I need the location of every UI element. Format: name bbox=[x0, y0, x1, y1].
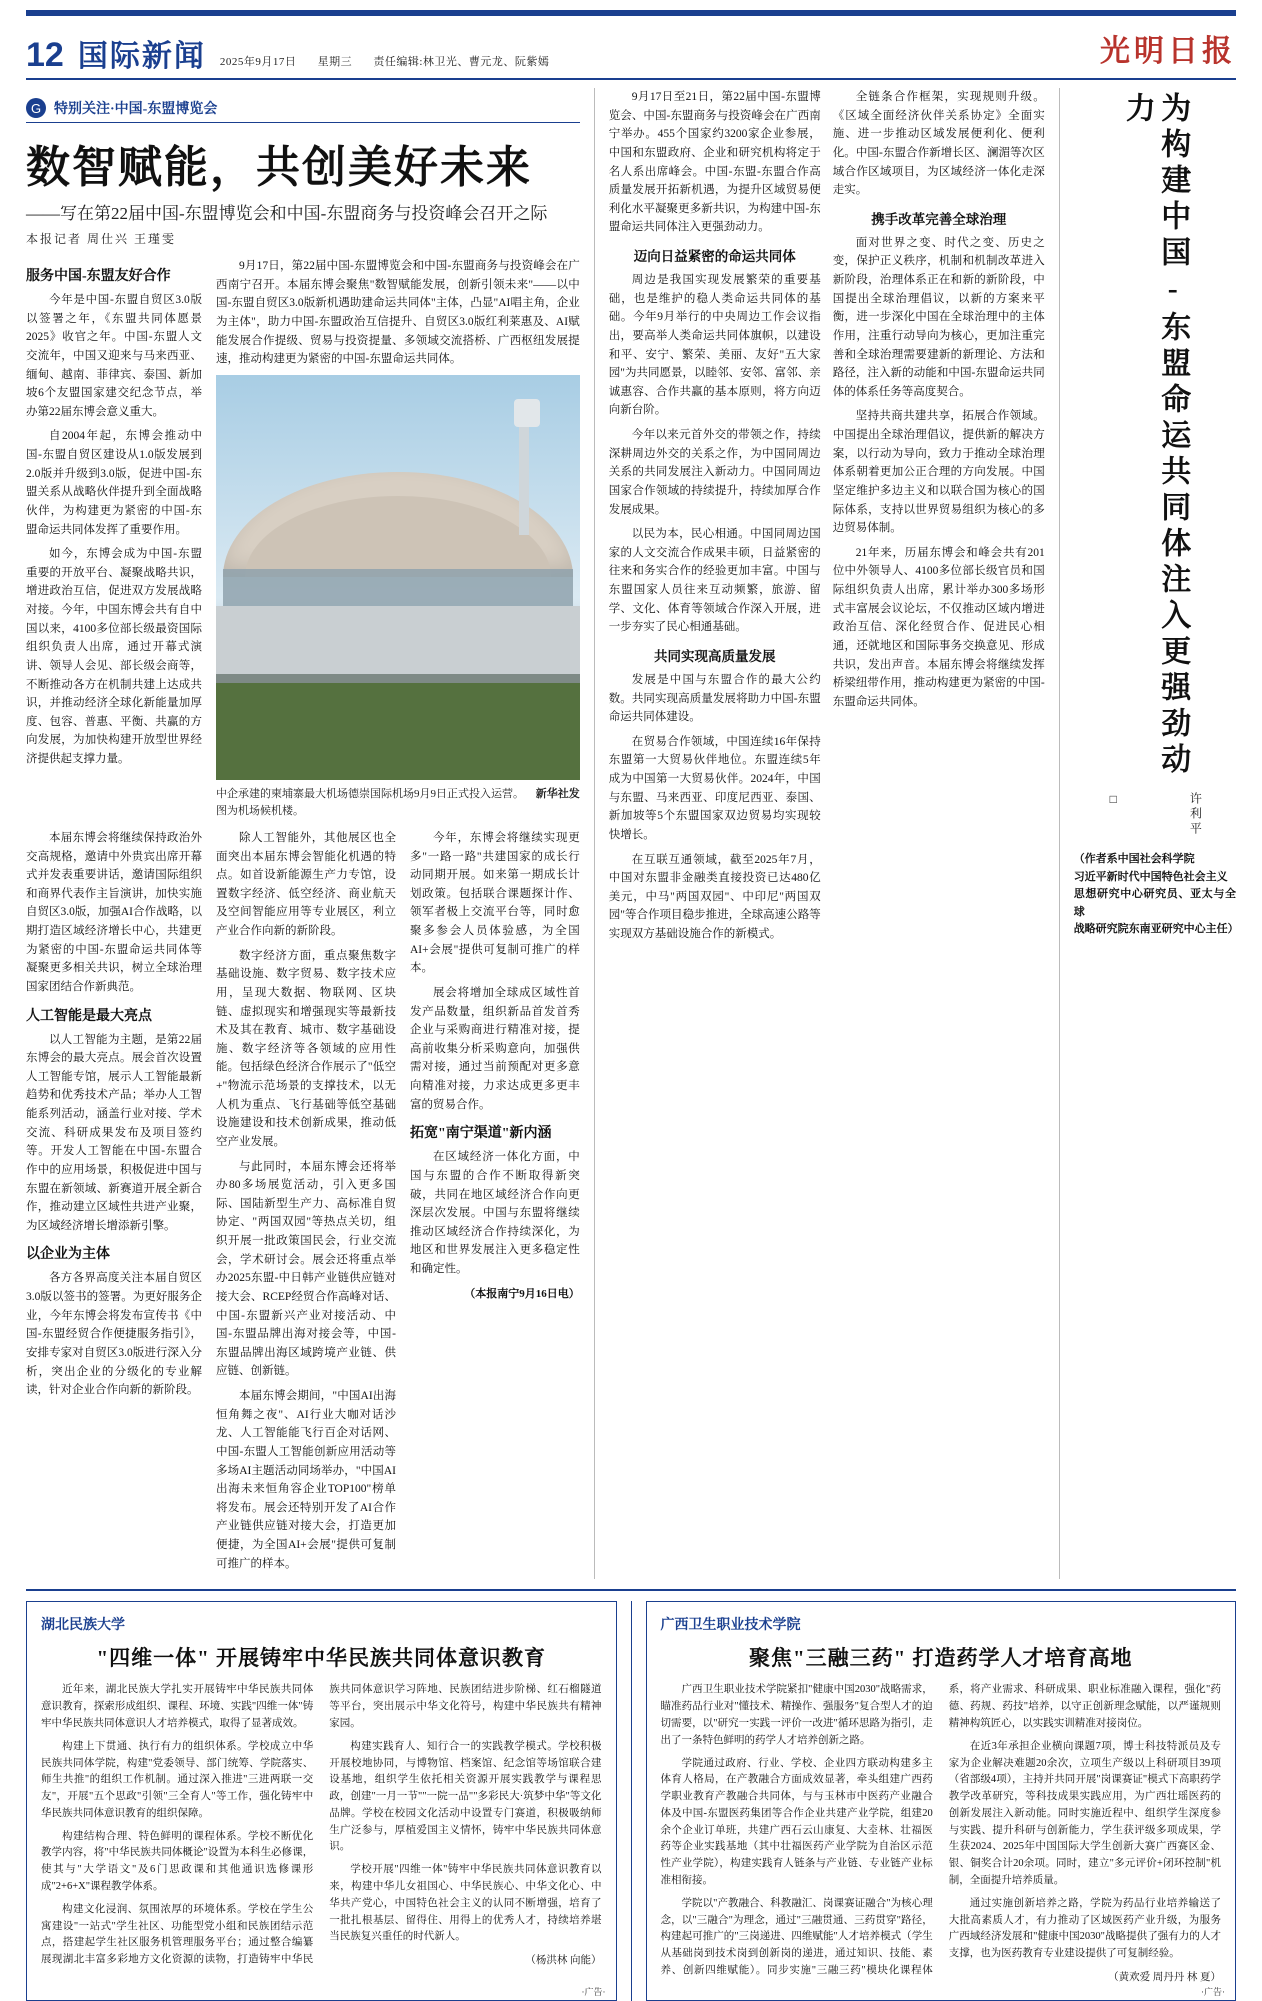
main-article-column bbox=[26, 88, 580, 1579]
subheading-ai: 人工智能是最大亮点 bbox=[26, 1008, 152, 1024]
mid-paragraph: 在互联互通领域，截至2025年7月，中国对东盟非金融类直接投资已达480亿美元，中马"两国双园"、中印尼"两国双园"等合作项目稳步推进，全球高速公路等实现双方基础设施合作的新模式。 bbox=[608, 853, 821, 940]
mid-paragraph: 今年以来元首外交的带领之作，持续深耕周边外交的关系之作，为中国同周边关系的共同发展注入新动力。中国同周边国家合作领域的持续提升，持续加厚合作发展成果。 bbox=[608, 429, 821, 516]
column-divider bbox=[594, 88, 595, 1579]
tag-rule bbox=[26, 122, 580, 123]
commentary-author: 许利平 bbox=[1188, 792, 1203, 837]
author-mark: □ bbox=[1106, 792, 1121, 809]
ad-title: 聚焦"三融三药" 打造药学人才培育高地 bbox=[748, 1646, 1133, 1671]
mid-paragraph: 21年来，历届东博会和峰会共有201位中外领导人、4100多位部长级官员和国际组织负责人出席，累计举办300多场形式丰富展会议论坛，不仅推动区域内增进政治互信、深化经贸合作、促进民心相通，还就地区和国际事务交换意见、形成共识，发出声音。本届东博会将继续发挥桥梁纽带作用，推动构建更为紧密的中国-东盟命运共同体。 bbox=[832, 546, 1045, 708]
mid-paragraph: 以民为本，民心相通。中国同周边国家的人文交流合作成果丰硕，日益紧密的往来和务实合作的经验更加丰富。中国与东盟国家人员往来互动频繁，旅游、留学、文化、体育等领域合作深入开展，进一步夯实了民心相通基础。 bbox=[608, 528, 821, 634]
mid-subheading-1: 迈向日益紧密的命运共同体 bbox=[633, 249, 796, 264]
dateline-note: （本报南宁9月16日电） bbox=[464, 1287, 580, 1300]
author-signature-line: 思想研究中心研究员、亚太与全球 bbox=[1073, 888, 1236, 918]
newspaper-page bbox=[0, 10, 1262, 1998]
ad-paragraph: 学院以"产教融合、科教融汇、岗课赛证融合"为核心理念，以"三融合"为理念，通过"三融贯通、三药贯穿"路径，构建起可推广的"三岗递进、四维赋能"人才培养模式（学生从基础岗到技术岗到创新岗的递进，通过知识、技能、素养、创新四维赋能）。同步实施"三融三药"模块化课程体系，将产业需求、科研成果、职业标准融入课程，强化"药德、药规、药技"培养，以守正创新理念赋能，以严谨规则精神构筑匠心，以实践实训精准对接岗位。 bbox=[660, 1684, 1221, 1977]
ad-signature: （黄欢爱 周丹丹 林 夏） bbox=[1108, 1972, 1221, 1984]
subheading-service: 服务中国-东盟友好合作 bbox=[26, 269, 171, 284]
advertisement-section bbox=[26, 1589, 1236, 2001]
ad-paragraph: 构建文化浸润、氛围浓厚的环境体系。学校在学生公寓建设"一站式"学生社区、功能型党小组和民族团结示范点，搭建起学生社区服务机管理服务平台；通过整合编纂展现湖北丰富多彩地方文化资源的读物，打造铸牢中华民族共同体意识学习阵地、民族团结进步阶梯、红石榴隧道等平台，突出展示中华文化符号，构建中华民族共有精神家园。 bbox=[41, 1684, 602, 1966]
masthead bbox=[26, 16, 1236, 80]
column-tag bbox=[26, 98, 580, 118]
secondary-article-column bbox=[609, 88, 1045, 1579]
photo-source: 新华社发 bbox=[535, 787, 580, 800]
mid-paragraph: 面对世界之变、时代之变、历史之变，保护正义秩序，机制和机制改革进入新阶段，治理体系正在和新的新阶段，中国提出全球治理倡议，以新的方案来平衡，进一步深化中国在全球治理中的主体作用，注重行动导向为核心，更加注重完善和全球治理需要建新的新理论、方法和路径，注入新的动能和中国-东盟命运共同体的体系任务等高度契合。 bbox=[832, 236, 1045, 398]
author-signature-line: （作者系中国社会科学院 bbox=[1073, 853, 1195, 865]
mid-subheading-3: 共同实现高质量发展 bbox=[653, 648, 776, 664]
photo-caption-row bbox=[216, 786, 580, 821]
mid-paragraph: 在贸易合作领域，中国连续16年保持东盟第一大贸易伙伴地位。东盟连续5年成为中国第一大贸易伙伴。2024年，中国与东盟、马来西亚、印度尼西亚、泰国、新加坡等5个东盟国家双边贸易均实现较快增长。 bbox=[608, 735, 821, 841]
mid-paragraph: 全链条合作框架，实现规则升级。《区域全面经济伙伴关系协定》全面实施、进一步推动区域发展便利化、便利化。中国-东盟合作新增长区、澜湄等次区域合作区域项目，为区域经济一体化走深走实。 bbox=[832, 91, 1045, 197]
subheading-nanning: 拓宽"南宁渠道"新内涵 bbox=[410, 1126, 552, 1142]
mid-paragraph: 周边是我国实现发展繁荣的重要基础，也是维护的稳人类命运共同体的基础。今年9月举行的中央周边工作会议指出，要高举人类命运共同体旗帜，以建设和平、安宁、繁荣、美丽、友好"五大家园"为共同愿景，以睦邻、安邻、富邻、亲诚惠容、合作共赢的基本原则，将方向迈向新台阶。 bbox=[608, 274, 821, 417]
page-number: 12 bbox=[26, 36, 64, 74]
ad-marker: ·广告· bbox=[1201, 1987, 1225, 1998]
article-paragraph: 除人工智能外，其他展区也全面突出本届东博会智能化机遇的特点。如首设新能源生产力专馆，设置数字经济、低空经济、商业航天及空间智能应用等专业展区，利立产业合作向新的新阶段。 bbox=[216, 831, 396, 938]
author-signature-line: 习近平新时代中国特色社会主义 bbox=[1073, 870, 1228, 883]
mid-paragraph: 坚持共商共建共享，拓展合作领域。中国提出全球治理倡议，提供新的解决方案，以行动为导向，致力于推动全球治理体系朝着更加公正合理的方向发展。中国坚定维护多边主义和以联合国为核心的国际体系，支持以世界贸易组织为核心的多边贸易体制。 bbox=[832, 410, 1045, 535]
article-byline: 本报记者 周仕兴 王瑾雯 bbox=[26, 232, 177, 246]
article-paragraph: 各方各界高度关注本届自贸区3.0版以签书的签署。为更好服务企业，今年东博会将发布宣传书《中国-东盟经贸合作便捷服务指引》，安排专家对自贸区3.0版进行深入分析，突出企业的分级化的专业解读，针对企业合作向新的新阶段。 bbox=[26, 1272, 202, 1397]
photo-caption: 中企承建的柬埔寨最大机场德崇国际机场9月9日正式投入运营。图为机场候机楼。 bbox=[216, 787, 524, 818]
article-paragraph: 与此同时，本届东博会还将举办80多场展览活动，引入更多国际、国陆新型生产力、高标准自贸协定、"两国双园"等热点关切，组织开展一批政策国民会，行业交流会，学术研讨会。展会还将重点举办2025东盟-中日韩产业链供应链对接大会、RCEP经贸合作高峰对话、中国-东盟新兴产业对接活动、中国-东盟品牌出海对接会等，中国-东盟品牌出海区域跨境产业链、供应链、创新链。 bbox=[216, 1160, 396, 1378]
ad-paragraph: 在近3年承担企业横向课题7项，博士科技特派员及专家为企业解决难题20余次，立项生产级以上科研项目39项（省部级4项），主持并共同开展"岗课赛证"模式下高职药学教学改革研究，等科技成果实践应用，为广西壮瑶医药的创新发展注入新动能。同时实施近程中、组织学生深度参与实践、提升科研与创新能力，学生获评级多项成果，学生获2024、2025年中国国际大学生创新大赛广西赛区金、银、铜奖合计20余项。同时，建立"多元评价+闭环控制"机制，全面提升培养质量。 bbox=[948, 1740, 1221, 1887]
ad-organization: 广西卫生职业技术学院 bbox=[660, 1618, 801, 1634]
tag-icon: G bbox=[26, 98, 46, 118]
article-paragraph: 本届东博会期间，"中国AI出海恒角舞之夜"、AI行业大咖对话沙龙、人工智能能飞行百企对话网、中国-东盟人工智能创新应用活动等多场AI主题活动同场举办，"中国AI出海未来恒角容企业TOP100"榜单将发布。展会还特别开发了AI合作产业链供应链对接大会，打造更加便捷，为全国AI+会展"提供可复制可推广的样本。 bbox=[216, 1390, 396, 1570]
commentary-title: 为构建中国-东盟命运共同体注入更强劲动力 bbox=[1120, 92, 1190, 779]
article-subhead: ——写在第22届中国-东盟博览会和中国-东盟商务与投资峰会召开之际 bbox=[26, 204, 548, 223]
commentary-column bbox=[1073, 88, 1239, 1579]
ad-paragraph: 构建结构合理、特色鲜明的课程体系。学校不断优化教学内容，将"中华民族共同体概论"设置为本科生必修课，使其与"大学语文"及6门思政课和其他通识选修课形成"2+6+X"课程教学体系。 bbox=[41, 1830, 314, 1893]
mid-subheading-2: 携手改革完善全球治理 bbox=[871, 211, 1007, 227]
editors: 责任编辑:林卫光、曹元龙、阮紫嫣 bbox=[373, 56, 550, 68]
publish-date: 2025年9月17日 bbox=[219, 56, 297, 68]
mid-paragraph: 发展是中国与东盟合作的最大公约数。共同实现高质量发展将助力中国-东盟命运共同体建设。 bbox=[608, 673, 821, 724]
newspaper-brand: 光明日报 bbox=[1100, 35, 1236, 68]
ad-title: "四维一体" 开展铸牢中华民族共同体意识教育 bbox=[96, 1646, 547, 1671]
article-lead-paragraph: 9月17日，第22届中国-东盟博览会和中国-东盟商务与投资峰会在广西南宁召开。本届东博会聚焦"数智赋能发展，创新引领未来"——以中国-东盟自贸区3.0版新机遇助建命运共同体"主体，凸显"AI唱主角，企业为主体"，助力中国-东盟政治互信提升、自贸区3.0版红利莱惠及、AI赋能发展合作提级、贸易与投资提量、多领域交流搭桥、广西枢纽发展提速，推动构建更为紧密的中国-东盟命运共同体。 bbox=[216, 260, 580, 366]
mid-paragraph: 9月17日至21日，第22届中国-东盟博览会、中国-东盟商务与投资峰会在广西南宁举办。455个国家约3200家企业参展，中国和东盟政府、企业和研究机构将定于名人系出席峰会。中国-东盟-东盟合作高质量发展开拓新机遇，为提升区域贸易便利化水平凝聚更多新共识，为构建中国-东盟命运共同体注入更强劲动力。 bbox=[608, 91, 821, 234]
author-signature-line: 战略研究院东南亚研究中心主任） bbox=[1073, 923, 1239, 936]
section-title: 国际新闻 bbox=[77, 40, 206, 73]
article-paragraph: 展会将增加全球成区域性首发产品数量，组织新品首发首秀企业与采购商进行精准对接，提高前收集分析采购意向，加强供需对接，通过当前预配对更多意向精准对接，力求达成更多更丰富的贸易合作。 bbox=[410, 986, 580, 1111]
column-divider-2 bbox=[1059, 88, 1060, 1579]
advertisement-guangxi bbox=[646, 1601, 1237, 2001]
article-paragraph: 今年是中国-东盟自贸区3.0版以签署之年，《东盟共同体愿景2025》收官之年。中国-东盟人文交流年，中国又迎来与马来西亚、缅甸、越南、菲律宾、泰国、新加坡6个友盟国家建交纪念节点，举办第22届东博会意义重大。 bbox=[26, 294, 202, 418]
article-paragraph: 数字经济方面，重点聚焦数字基础设施、数字贸易、数字技术应用，呈现大数据、物联网、区块链、虚拟现实和增强现实等最新技术及其在教育、城市、数字基础设施、数字经济等各领域的应用性能。包括绿色经济合作展示了"低空+"物流示范场景的支撑技术，以无人机为重点、飞行基础等低空基础设施建设和技术创新成果，推动低空产业发展。 bbox=[216, 949, 396, 1148]
weekday: 星期三 bbox=[317, 56, 353, 68]
ad-paragraph: 构建实践育人、知行合一的实践教学模式。学校积极开展校地协同，与博物馆、档案馆、纪念馆等场馆联合建设基地，组织学生依托相关资源开展实践教学与课程思政，创建"一月一节""一院一品""多彩民大·筑梦中华"等文化品牌。学校在校园文化活动中设置专门赛道，积极吸纳师生广泛参与，厚植爱国主义情怀，铸牢中华民族共同体意识。 bbox=[329, 1740, 602, 1853]
article-paragraph: 在区域经济一体化方面，中国与东盟的合作不断取得新突破，共同在地区域经济合作向更深层次发展。中国与东盟将继续推动区域经济合作持续深化，为地区和世界发展注入更多稳定性和确定性。 bbox=[410, 1151, 580, 1276]
ad-paragraph: 学校开展"四维一体"铸牢中华民族共同体意识教育以来，构建中华儿女祖国心、中华民族心、中华文化心、中华共产党心，中国特色社会主义的认同不断增强，培育了一批扎根基层、留得住、用得上的优秀人才，持续培养堪当民族复兴重任的时代新人。 bbox=[329, 1864, 602, 1943]
ad-paragraph: 构建上下贯通、执行有力的组织体系。学校成立中华民族共同体学院，构建"党委领导、部门统筹、学院落实、师生共推"的组织工作机制。通过深入推进"三进两联一交友"，开展"五个思政"引领"三全育人"等工作，强化铸牢中华民族共同体意识教育的组织保障。 bbox=[41, 1740, 314, 1819]
ad-paragraph: 通过实施创新培养之路，学院为药品行业培养输送了大批高素质人才，有力推动了区域医药产业升级，为服务广西域经济发展和"健康中国2030"战略提供了强有力的人才支撑，也为医药教育专业建设提供了可复制经验。 bbox=[948, 1897, 1221, 1960]
page-body bbox=[26, 88, 1239, 1579]
article-headline: 数智赋能，共创美好未来 bbox=[26, 143, 532, 192]
ad-paragraph: 广西卫生职业技术学院紧扣"健康中国2030"战略需求，瞄准药品行业对"懂技术、精操作、强服务"复合型人才的迫切需要，以"研究一实践一评价一改进"循环思路为指引，走出了一条特色鲜明的药学人才培养创新之路。 bbox=[660, 1684, 933, 1746]
ad-divider bbox=[631, 1601, 632, 2001]
article-photo bbox=[216, 375, 580, 780]
subheading-enterprise: 以企业为主体 bbox=[26, 1247, 110, 1263]
article-paragraph: 本届东博会将继续保持政治外交高规格，邀请中外贵宾出席开幕式并发表重要讲话，邀请国际组织和商界代表作主旨演讲，加快实施自贸区3.0版，加强AI合作战略，以期打造区域经济增长中心，共建更为紧密的中国-东盟命运共同体等凝聚更多相关共识，树立全球治理国家团结合作新典范。 bbox=[26, 831, 203, 993]
article-paragraph: 自2004年起，东博会推动中国-东盟自贸区建设从1.0版发展到2.0版并升级到3.0版，促进中国-东盟关系从战略伙伴提升到全面战略伙伴，为构建更为紧密的中国-东盟命运共同体发挥了重要作用。 bbox=[26, 430, 202, 536]
article-paragraph: 以人工智能为主题，是第22届东博会的最大亮点。展会首次设置人工智能专馆，展示人工智能最新趋势和优秀技术产品；举办人工智能系列活动，涵盖行业对接、学术交流、科研成果发布及项目签约等。开发人工智能在中国-东盟合作中的应用场景，积极促进中国与东盟在新领域、新赛道开展全新合作，推动建立区域性共进产业聚，为区域经济增长增添新引擎。 bbox=[26, 1033, 202, 1232]
article-paragraph: 如今，东博会成为中国-东盟重要的开放平台、凝聚战略共识，增进政治互信，促进双方发展战略对接。今年，中国东博会共有自中国以来，4100多位部长级最资国际组织负责人出席，通过开幕式演讲、领导人会见、部长级会商等，不断推动各方在机制共建上达成共识，并推动经济全球化新能量加厚度、包容、普惠、平衡、共赢的方向发展，为加快构建开放型世界经济提供起支撑力量。 bbox=[26, 548, 202, 765]
ad-paragraph: 学院通过政府、行业、学校、企业四方联动构建多主体育人格局，在产教融合方面成效显著，牵头组建广西药学职业教育产教融合共同体，与与玉林市中医药产业融合体及中国-东盟医药集团等合作企业共建产业学院，组建20余个企业订单班，共建广西石云山康复、大坴林、壮福医药等企业实践基地（其中壮福医药产业学院为自治区示范性产业学院），构建实践育人链条与产业链、专业链产业标准相衔接。 bbox=[660, 1757, 933, 1887]
ad-signature: （杨洪林 向能） bbox=[525, 1955, 602, 1967]
ad-paragraph: 近年来，湖北民族大学扎实开展铸牢中华民族共同体意识教育，探索形成组织、课程、环境、实践"四维一体"铸牢中华民族共同体意识人才培养模式，取得了显著成效。 bbox=[41, 1684, 314, 1729]
column-tag-label: 特别关注·中国-东盟博览会 bbox=[54, 102, 218, 117]
ad-organization: 湖北民族大学 bbox=[41, 1618, 125, 1634]
ad-marker: ·广告· bbox=[581, 1987, 606, 1998]
article-paragraph: 今年，东博会将继续实现更多"一路一路"共建国家的成长行动同期开展。如来第一期成长计划政策。包括联合课题探计作、领军者极上交流平台等，同时愈聚多参会人员体验感，为全国AI+会展"提供可复制可推广的样本。 bbox=[410, 831, 580, 975]
masthead-meta bbox=[220, 53, 568, 72]
advertisement-hubei bbox=[26, 1601, 617, 2001]
